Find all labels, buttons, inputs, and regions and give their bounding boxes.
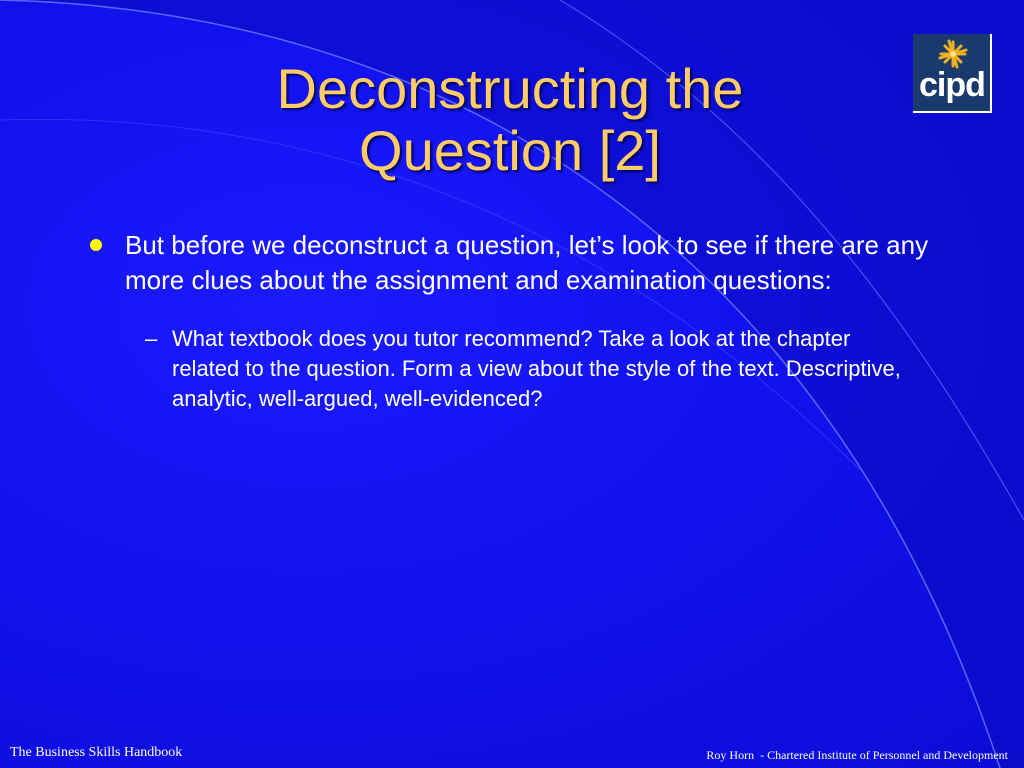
list-item (90, 228, 950, 298)
logo-text: cipd (919, 66, 985, 104)
title-line-1: Deconstructing the (276, 57, 744, 120)
bullet-list (90, 228, 950, 414)
bullet-dot-icon (90, 239, 102, 251)
sub-bullet-text: What textbook does you tutor recommend? Take a look at the chapter related to the question. Form a view about the style of the text. Descriptive, analytic, well-argued, well-evidenced? (172, 326, 901, 411)
footer-left: The Business Skills Handbook (10, 745, 183, 760)
bullet-text: But before we deconstruct a question, let’s look to see if there are any more clues about the assignment and examination questions: (125, 230, 929, 295)
title-line-2: Question [2] (359, 119, 661, 182)
slide-title (120, 58, 900, 182)
sub-list-item (145, 324, 902, 414)
footer-right: Roy Horn - Chartered Institute of Personnel and Development (706, 748, 1008, 762)
cipd-logo (913, 34, 992, 113)
dash-marker: – (145, 326, 158, 351)
